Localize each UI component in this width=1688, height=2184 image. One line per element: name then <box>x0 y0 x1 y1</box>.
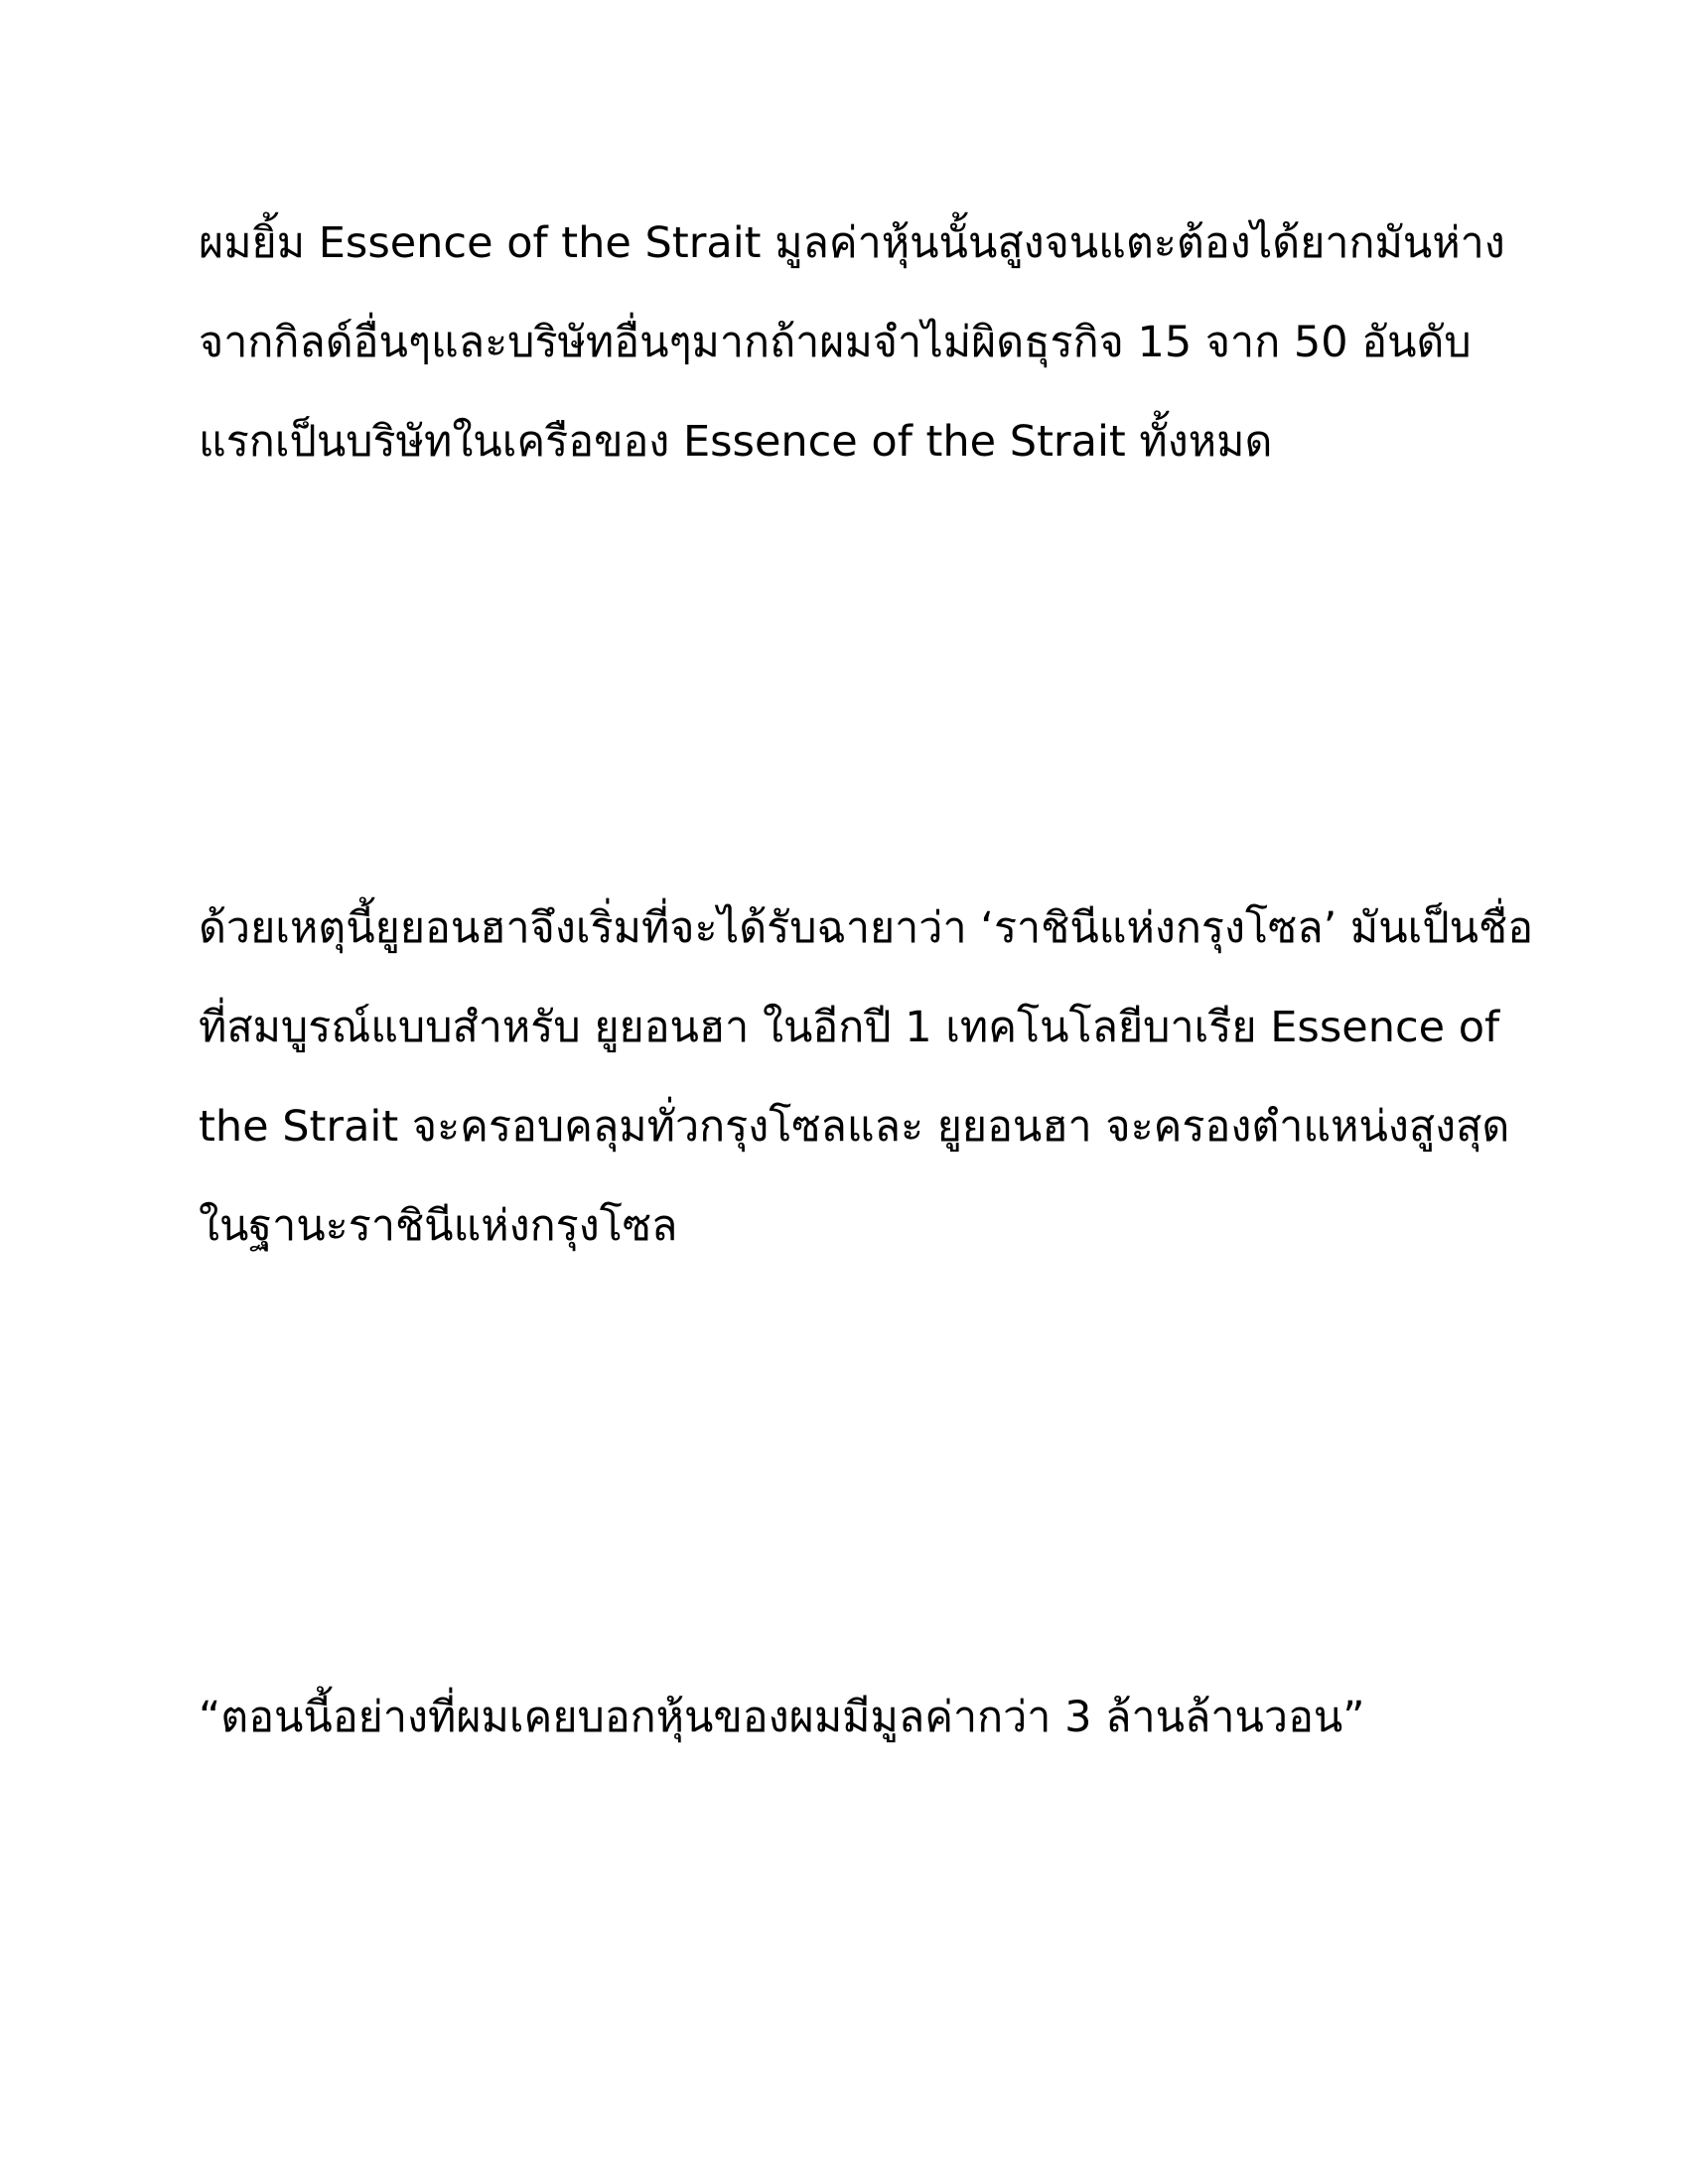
text-line: the Strait จะครอบคลุมทั่วกรุงโซลและ ยูยอนฮา จะครองตำแหน่งสูงสุด <box>199 1102 1510 1152</box>
text-line: จากกิลด์อื่นๆและบริษัทอื่นๆมากถ้าผมจำไม่ผิดธุรกิจ 15 จาก 50 อันดับ <box>199 318 1472 367</box>
text-line: แรกเป็นบริษัทในเครือของ Essence of the Strait ทั้งหมด <box>199 417 1273 467</box>
text-line: ในฐานะราชินีแห่งกรุงโซล <box>199 1201 678 1251</box>
quote-line: “ตอนนี้อย่างที่ผมเคยบอกหุ้นของผมมีมูลค่ากว่า 3 ล้านล้านวอน” <box>199 1693 1365 1742</box>
text-line: ที่สมบูรณ์แบบสำหรับ ยูยอนฮา ในอีกปี 1 เทคโนโลยีบาเรีย Essence of <box>199 1003 1500 1052</box>
text-line: ผมยิ้ม Essence of the Strait มูลค่าหุ้นนั้นสูงจนแตะต้องได้ยากมันห่าง <box>199 218 1505 268</box>
text-line: ด้วยเหตุนี้ยูยอนฮาจึงเริ่มที่จะได้รับฉายาว่า ‘ราชินีแห่งกรุงโซล’ มันเป็นชื่อ <box>199 903 1534 953</box>
